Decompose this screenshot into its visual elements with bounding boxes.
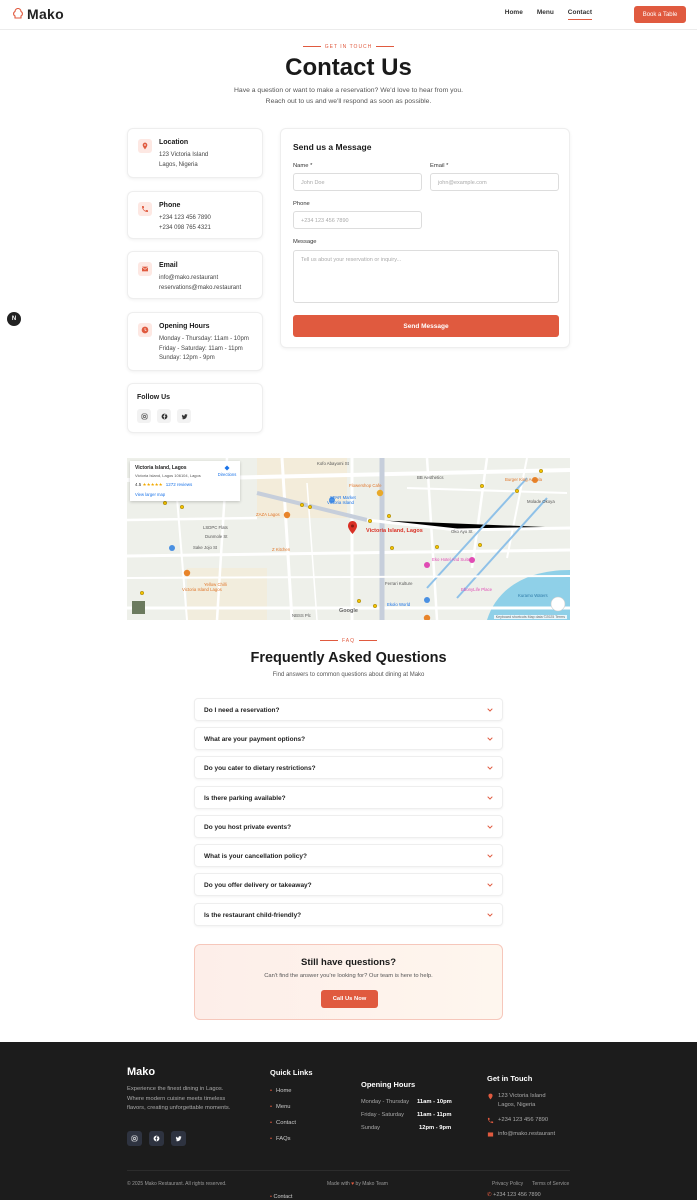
mail-icon — [487, 1131, 494, 1138]
chevron-down-icon — [486, 911, 494, 919]
get-in-touch-title: Get in Touch — [487, 1074, 533, 1083]
footer-phone-overflow: ✆ +234 123 456 7890 — [487, 1192, 541, 1198]
faq-item[interactable]: Is the restaurant child-friendly? — [194, 903, 503, 926]
faq-item[interactable]: Do I need a reservation? — [194, 698, 503, 721]
chevron-down-icon — [486, 735, 494, 743]
still-questions-box: Still have questions? Can't find the answer you're looking for? Our team is here to help. Call Us Now — [194, 944, 503, 1020]
faq-item[interactable]: Do you host private events? — [194, 815, 503, 838]
facebook-icon[interactable] — [149, 1131, 164, 1146]
heart-icon: ♥ — [351, 1181, 355, 1187]
quick-links-title: Quick Links — [270, 1068, 313, 1077]
brand-logo[interactable] — [12, 6, 64, 22]
facebook-icon[interactable] — [157, 409, 171, 423]
faq-subtitle: Find answers to common questions about dining at Mako — [272, 672, 425, 678]
footer-link-contact-overflow[interactable]: • Contact — [270, 1194, 293, 1200]
instagram-icon[interactable] — [127, 1131, 142, 1146]
floating-badge[interactable]: N — [7, 312, 21, 326]
nav-menu[interactable]: Menu — [536, 9, 554, 16]
footer: Mako Experience the finest dining in Lagos. Where modern cuisine meets timeless flavors, creating unforgettable moments. Quick Links • Home • Menu • Contact • FAQs Opening Hours Monday - Thursday 11am - 10pm Friday - Saturday 11am - 11pm Sunday 12pm - 9pm Get in Touch 123 Victoria Island Lagos, Nigeria +234 123 456 7890 info@mako.restaurant © 2025 Mako Restaurant. All rights reserved. Made with ♥ by Mako Team Privacy Policy Terms of Service • Contact ✆ +234 123 456 7890 — [0, 1042, 697, 1200]
chevron-down-icon — [486, 823, 494, 831]
phone-icon — [138, 202, 152, 216]
footer-link-contact[interactable]: • Contact — [270, 1120, 296, 1126]
chevron-down-icon — [486, 852, 494, 860]
nav-home[interactable]: Home — [504, 9, 523, 16]
directions-link[interactable]: Directions — [216, 465, 238, 477]
map-pin-label: Victoria Island, Lagos — [366, 528, 423, 534]
contact-form: Send us a Message Name * John Doe Email * john@example.com Phone +234 123 456 7890 Message Tell us about your reservation or inquiry... Send Message — [280, 128, 570, 348]
faq-title: Frequently Asked Questions — [250, 650, 447, 666]
location-map[interactable]: Flowershop Cafe BB Aesthetics Burger King Adeola SPAR Market Victoria Island ZAZA Lagos Z Kitchen Yellow Chilli Victoria Island Lagos Eko Hotel And Suites Ferrari Kulture Ekolo World EbonyLife Place Kuramo Waters Oko Ayo St Dunmole St Sake Jojo St Kofo Abayomi St LSDPC Flats Molade Okoya NBSS Plc Victoria Island, Lagos Google Keyboard shortcuts Map data ©2025 Terms Victoria Island, Lagos Victoria Island, Lagos 106104, Lagos 4.5 ★★★★★ 1272 reviews View larger map Directions — [127, 458, 570, 620]
footer-brand: Mako — [127, 1066, 156, 1078]
map-pin-icon — [138, 139, 152, 153]
email-card: Email info@mako.restaurant reservations@mako.restaurant — [127, 251, 263, 299]
terms-link[interactable]: Terms of Service — [532, 1181, 570, 1187]
follow-card: Follow Us — [127, 383, 263, 433]
chevron-down-icon — [486, 706, 494, 714]
faq-item[interactable]: What are your payment options? — [194, 727, 503, 750]
faq-item[interactable]: What is your cancellation policy? — [194, 844, 503, 867]
chevron-down-icon — [486, 794, 494, 802]
phone-input[interactable]: +234 123 456 7890 — [293, 211, 422, 229]
top-navbar — [0, 0, 697, 30]
chevron-down-icon — [486, 764, 494, 772]
clock-icon — [138, 323, 152, 337]
mail-icon — [138, 262, 152, 276]
instagram-icon[interactable] — [137, 409, 151, 423]
phone-icon — [487, 1117, 494, 1124]
page-title: Contact Us — [285, 54, 412, 81]
footer-hours-title: Opening Hours — [361, 1080, 416, 1089]
faq-item[interactable]: Is there parking available? — [194, 786, 503, 809]
book-table-button[interactable]: Book a Table — [634, 6, 686, 23]
chevron-down-icon — [486, 881, 494, 889]
hero-subtitle: Have a question or want to make a reservation? We'd love to hear from you. Reach out to us and we'll respond as soon as possible. — [234, 87, 463, 105]
location-card: Location 123 Victoria Island Lagos, Nigeria — [127, 128, 263, 178]
copyright: © 2025 Mako Restaurant. All rights reserved. — [127, 1181, 227, 1187]
footer-description: Experience the finest dining in Lagos. Where modern cuisine meets timeless flavors, creating unforgettable moments. — [127, 1086, 231, 1111]
send-message-button[interactable]: Send Message — [293, 315, 559, 337]
map-info-popup: Victoria Island, Lagos Victoria Island, Lagos 106104, Lagos 4.5 ★★★★★ 1272 reviews View larger map Directions — [130, 461, 240, 501]
phone-card: Phone +234 123 456 7890 +234 098 765 4321 — [127, 191, 263, 239]
message-textarea[interactable]: Tell us about your reservation or inquiry... — [293, 250, 559, 303]
call-us-button[interactable]: Call Us Now — [321, 990, 378, 1008]
twitter-icon[interactable] — [171, 1131, 186, 1146]
twitter-icon[interactable] — [177, 409, 191, 423]
faq-eyebrow: FAQ — [0, 638, 697, 644]
name-input[interactable]: John Doe — [293, 173, 422, 191]
nav-contact[interactable]: Contact — [568, 9, 592, 20]
faq-item[interactable]: Do you offer delivery or takeaway? — [194, 873, 503, 896]
view-larger-map-link[interactable]: View larger map — [135, 492, 166, 497]
directions-icon — [224, 465, 230, 471]
hero-eyebrow: GET IN TOUCH — [0, 44, 697, 50]
faq-item[interactable]: Do you cater to dietary restrictions? — [194, 756, 503, 779]
footer-link-home[interactable]: • Home — [270, 1088, 292, 1094]
brand-name: Mako — [27, 6, 64, 22]
made-with: Made with ♥ by Mako Team — [327, 1181, 388, 1187]
email-input[interactable]: john@example.com — [430, 173, 559, 191]
privacy-link[interactable]: Privacy Policy — [492, 1181, 524, 1187]
hours-card: Opening Hours Monday - Thursday: 11am - 10pm Friday - Saturday: 11am - 11pm Sunday: 12pm - 9pm — [127, 312, 263, 371]
footer-link-faqs[interactable]: • FAQs — [270, 1136, 291, 1142]
chef-hat-icon — [12, 8, 24, 20]
map-pin-icon — [487, 1093, 494, 1100]
footer-link-menu[interactable]: • Menu — [270, 1104, 291, 1110]
